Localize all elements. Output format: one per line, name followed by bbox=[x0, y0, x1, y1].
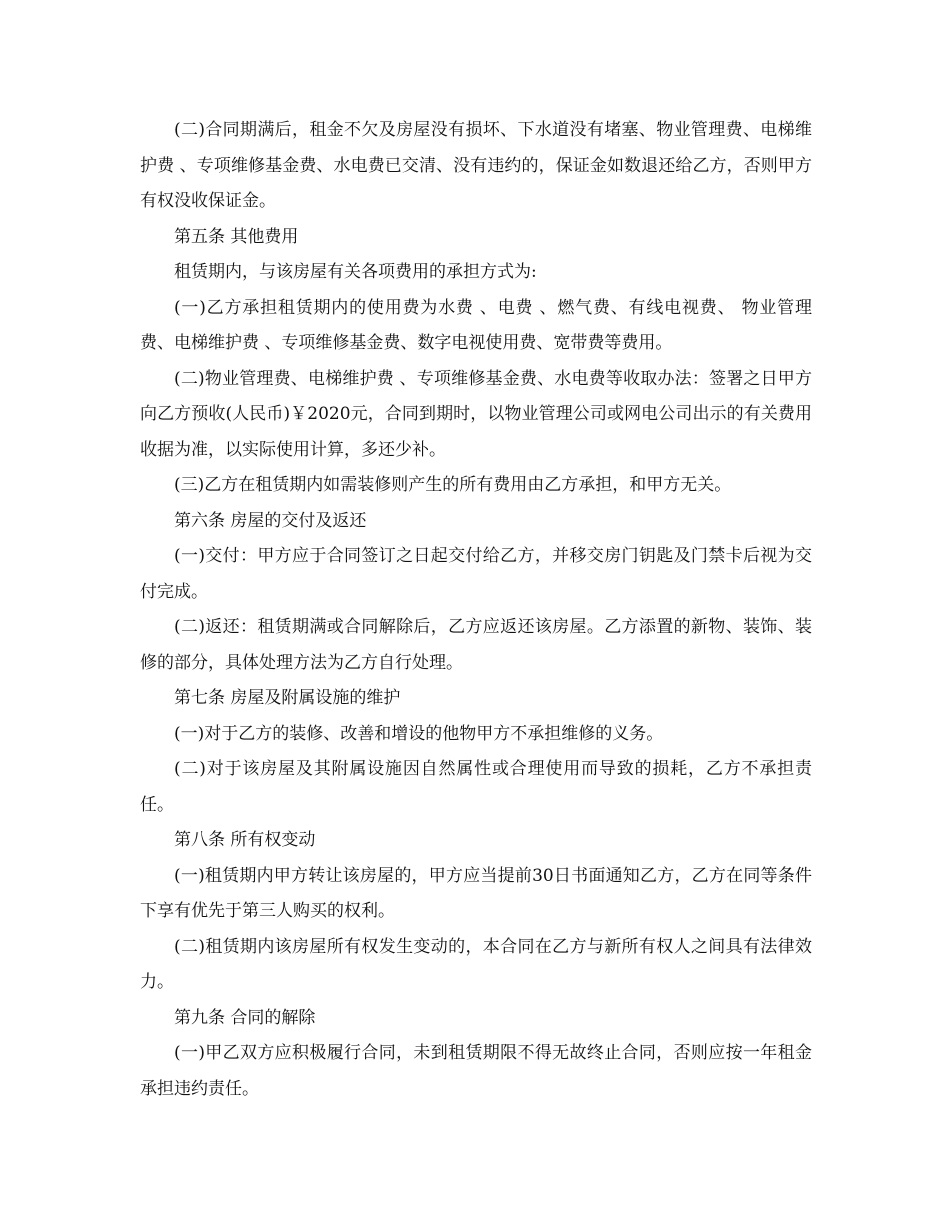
clause-6-item-2: (二)返还：租赁期满或合同解除后，乙方应返还该房屋。乙方添置的新物、装饰、装修的部分，具体处理方法为乙方自行处理。 bbox=[140, 617, 812, 673]
clause-7-item-2: (二)对于该房屋及其附属设施因自然属性或合理使用而导致的损耗，乙方不承担责任。 bbox=[140, 759, 812, 815]
article-5-heading: 第五条 其他费用 bbox=[174, 226, 299, 247]
clause-4-item-2: (二)合同期满后，租金不欠及房屋没有损坏、下水道没有堵塞、物业管理费、电梯维护费 、专项维修基金费、水电费已交清、没有违约的，保证金如数退还给乙方，否则甲方有权没收保证金。 bbox=[140, 120, 812, 211]
clause-5-item-2: (二)物业管理费、电梯维护费 、专项维修基金费、水电费等收取办法：签署之日甲方向乙方预收(人民币)￥2020元，合同到期时，以物业管理公司或网电公司出示的有关费用收据为准，以实际使用计算，多还少补。 bbox=[140, 368, 812, 460]
article-6-heading: 第六条 房屋的交付及返还 bbox=[174, 510, 367, 531]
article-9-heading: 第九条 合同的解除 bbox=[174, 1007, 316, 1028]
article-7-heading: 第七条 房屋及附属设施的维护 bbox=[174, 688, 401, 708]
clause-8-item-2: (二)租赁期内该房屋所有权发生变动的，本合同在乙方与新所有权人之间具有法律效力。 bbox=[140, 936, 812, 992]
clause-9-item-1: (一)甲乙双方应积极履行合同，未到租赁期限不得无故终止合同，否则应按一年租金承担违约责任。 bbox=[140, 1043, 812, 1099]
clause-6-item-1: (一)交付：甲方应于合同签订之日起交付给乙方，并移交房门钥匙及门禁卡后视为交付完成。 bbox=[140, 546, 812, 602]
article-8-heading: 第八条 所有权变动 bbox=[174, 830, 316, 850]
clause-7-item-1: (一)对于乙方的装修、改善和增设的他物甲方不承担维修的义务。 bbox=[174, 723, 664, 744]
clause-5-item-1: (一)乙方承担租赁期内的使用费为水费 、电费 、燃气费、有线电视费、 物业管理费、电梯维护费 、专项维修基金费、数字电视使用费、宽带费等费用。 bbox=[140, 297, 812, 353]
document-body bbox=[140, 113, 812, 1107]
article-5-intro: 租赁期内，与该房屋有关各项费用的承担方式为: bbox=[174, 262, 537, 282]
clause-5-item-3: (三)乙方在租赁期内如需装修则产生的所有费用由乙方承担，和甲方无关。 bbox=[174, 475, 732, 495]
clause-8-item-1: (一)租赁期内甲方转让该房屋的，甲方应当提前30日书面通知乙方，乙方在同等条件下享有优先于第三人购买的权利。 bbox=[140, 865, 812, 921]
